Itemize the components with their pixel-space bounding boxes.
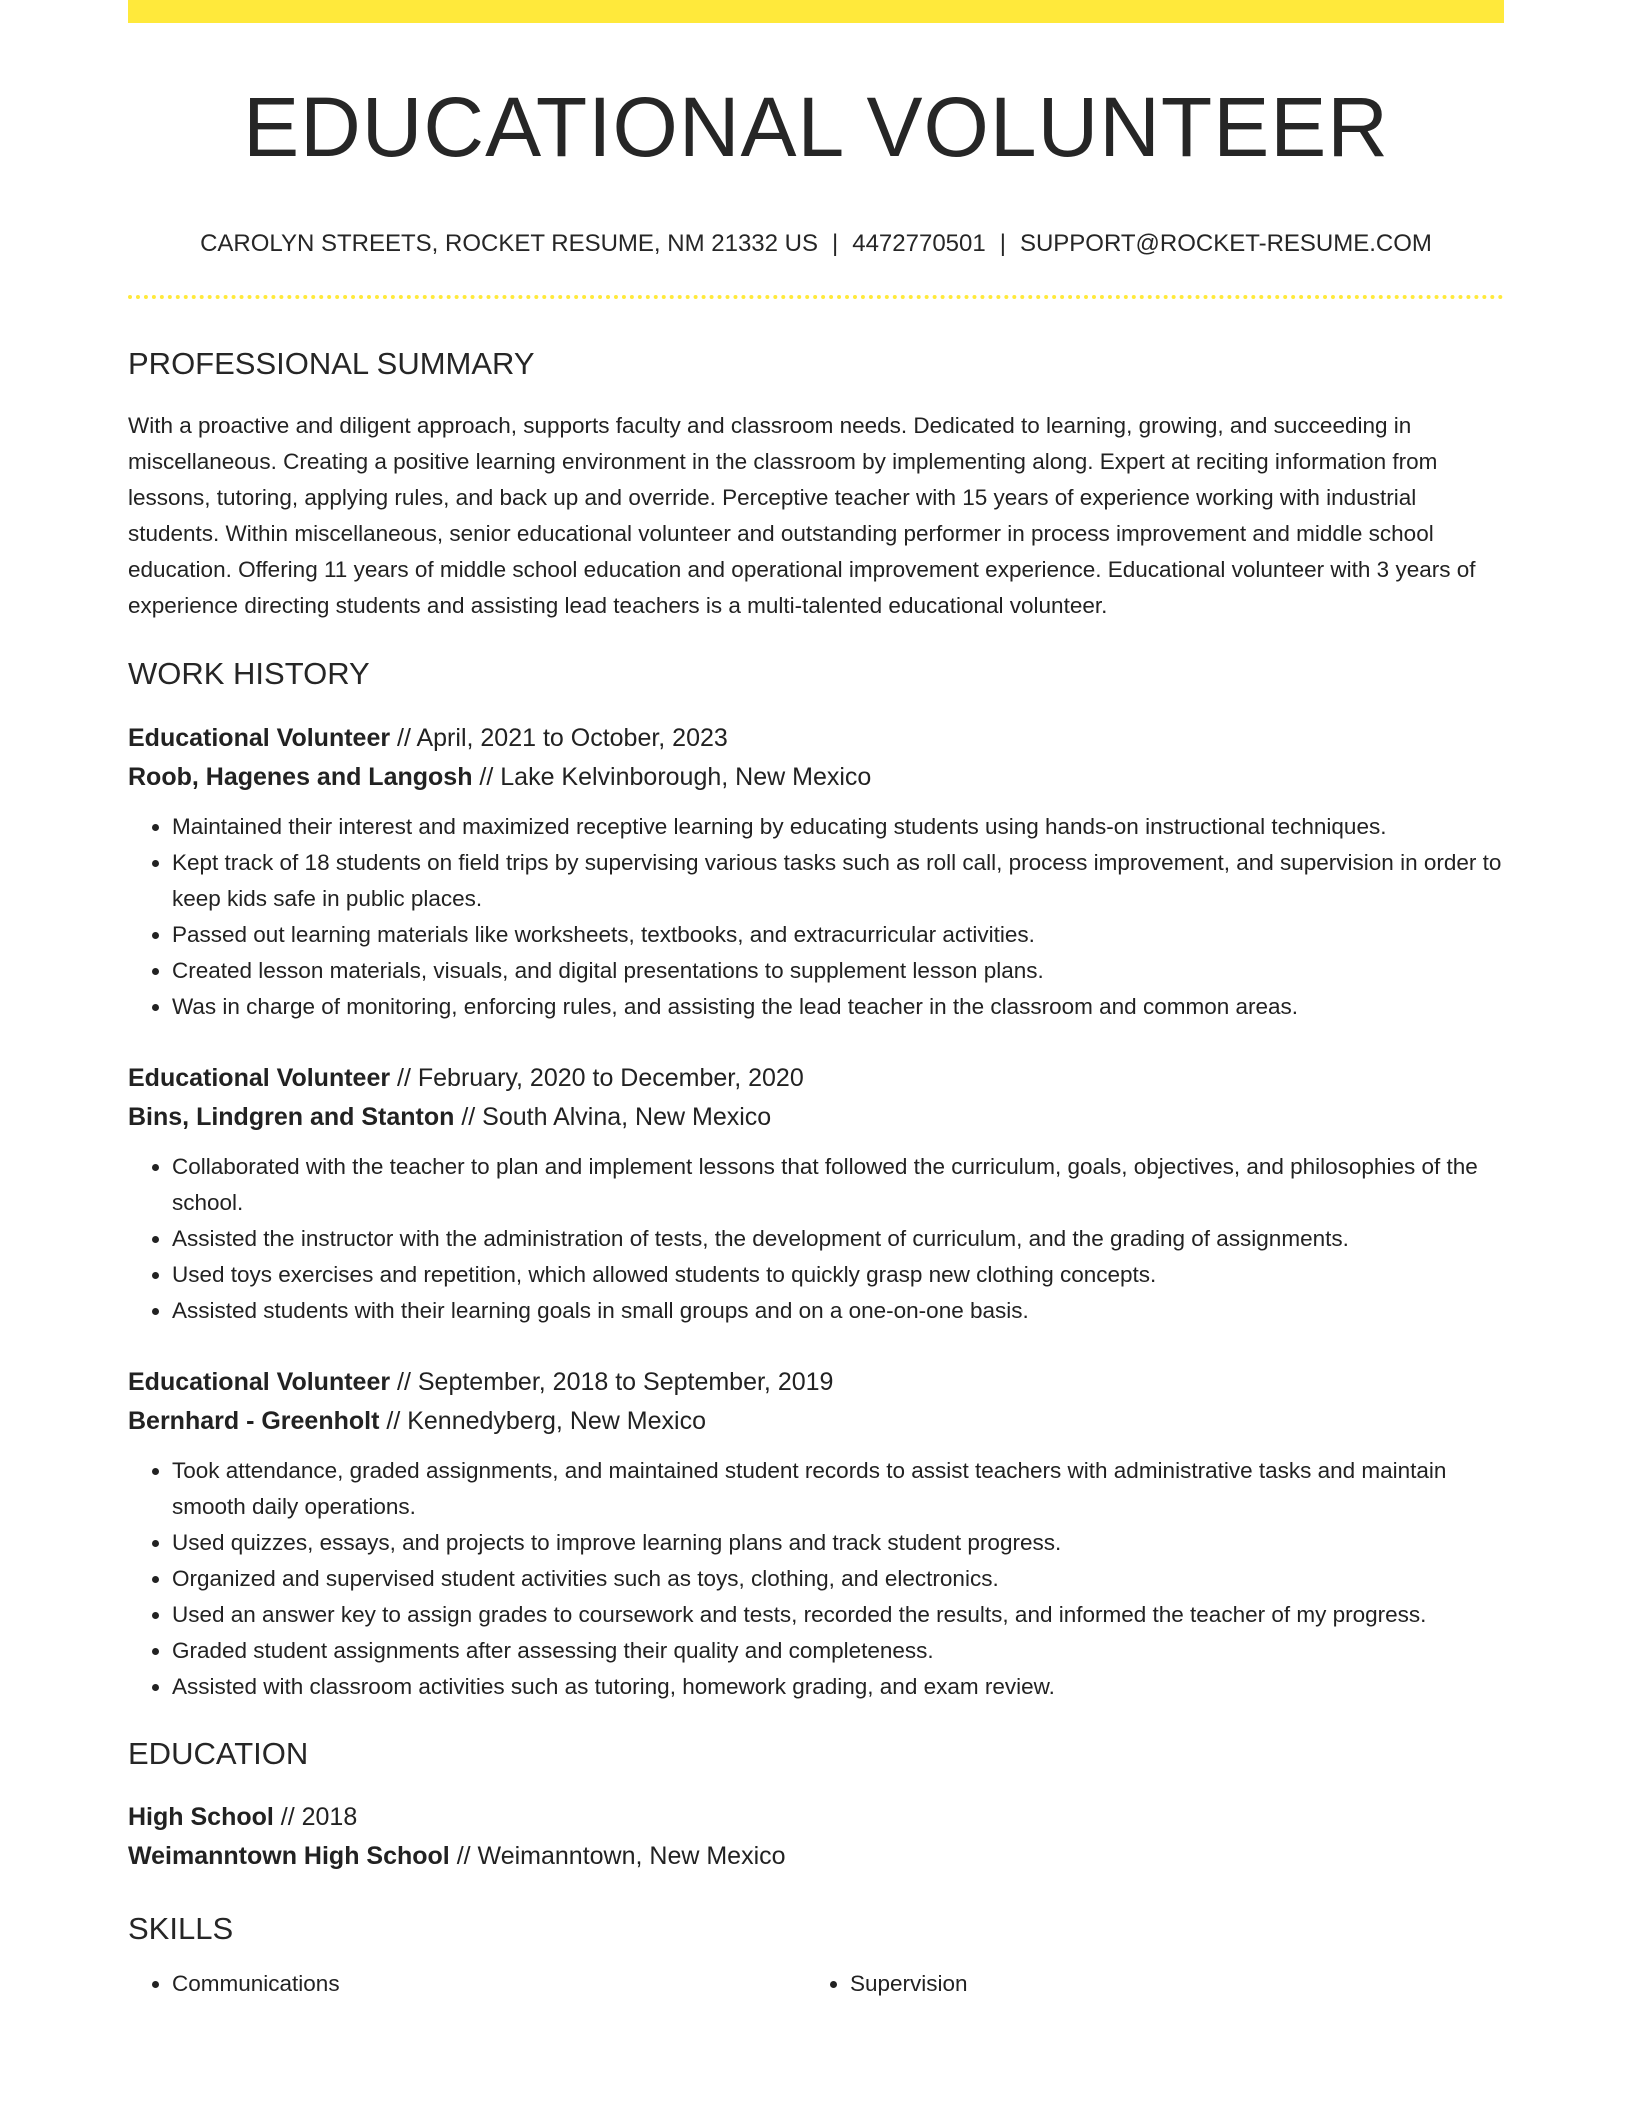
education-degree-line [128,1798,1504,1837]
education-location: // Weimanntown, New Mexico [449,1842,786,1870]
job-bullet: • Assisted students with their learning goals in small groups and on a one-on-one basis. [172,1293,1504,1329]
job-bullet: • Used quizzes, essays, and projects to improve learning plans and track student progress. [172,1525,1504,1561]
job-role-line [128,1363,1504,1402]
job-company: Bernhard - Greenholt [128,1407,380,1435]
education-degree: High School [128,1803,274,1831]
skills-column-left [128,1966,806,2002]
skills-column-right [806,1966,1484,2002]
dotted-divider [128,295,1504,299]
job-company-line [128,1402,1504,1441]
job-bullet: • Assisted with classroom activities such as tutoring, homework grading, and exam review. [172,1669,1504,1705]
job-company: Bins, Lindgren and Stanton [128,1103,455,1131]
education-school-line [128,1837,1504,1876]
job-bullet: • Kept track of 18 students on field trips by supervising various tasks such as roll call, process improvement, and supervision in order to keep kids safe in public places. [172,845,1504,917]
job-bullet: • Was in charge of monitoring, enforcing rules, and assisting the lead teacher in the classroom and common areas. [172,989,1504,1025]
job-entry [128,719,1504,1025]
job-bullet-list [128,809,1504,1025]
job-company-line [128,758,1504,797]
job-role-line [128,719,1504,758]
contact-phone: 4472770501 [852,230,986,257]
job-entry [128,1059,1504,1329]
summary-paragraph: With a proactive and diligent approach, supports faculty and classroom needs. Dedicated to learning, growing, and succeeding in miscellaneous. Creating a positive learning environment in the classroom by implementing along. Expert at reciting information from lessons, tutoring, applying rules, and back up and override. Perceptive teacher with 15 years of experience working with industrial students. Within miscellaneous, senior educational volunteer and outstanding performer in process improvement and middle school education. Offering 11 years of middle school education and operational improvement experience. Educational volunteer with 3 years of experience directing students and assisting lead teachers is a multi-talented educational volunteer. [128,413,1476,618]
job-bullet: • Graded student assignments after assessing their quality and completeness. [172,1633,1504,1669]
job-location: // South Alvina, New Mexico [454,1103,772,1131]
job-role-line [128,1059,1504,1098]
job-bullet: • Collaborated with the teacher to plan and implement lessons that followed the curriculum, goals, objectives, and philosophies of the school. [172,1149,1504,1221]
job-role: Educational Volunteer [128,1368,391,1396]
job-bullet: • Passed out learning materials like worksheets, textbooks, and extracurricular activities. [172,917,1504,953]
education-year: // 2018 [273,1803,358,1831]
job-role: Educational Volunteer [128,1064,391,1092]
job-dates: // February, 2020 to December, 2020 [390,1064,804,1092]
job-bullet-list [128,1453,1504,1705]
resume-title: EDUCATIONAL VOLUNTEER [243,80,1389,174]
section-title-summary: PROFESSIONAL SUMMARY [128,346,535,381]
section-title-education: EDUCATION [128,1736,309,1771]
job-location: // Lake Kelvinborough, New Mexico [472,763,872,791]
job-bullet: • Created lesson materials, visuals, and digital presentations to supplement lesson plans. [172,953,1504,989]
job-bullet: • Used an answer key to assign grades to coursework and tests, recorded the results, and informed the teacher of my progress. [172,1597,1504,1633]
contact-line [128,232,1504,256]
contact-separator: | [999,230,1006,257]
job-company: Roob, Hagenes and Langosh [128,763,473,791]
job-company-line [128,1098,1504,1137]
contact-separator: | [832,230,839,257]
job-dates: // September, 2018 to September, 2019 [390,1368,834,1396]
skills-grid [128,1966,1504,2002]
skill-item: • Communications [172,1966,806,2002]
job-entry [128,1363,1504,1705]
education-entry [128,1798,1504,1876]
education-school: Weimanntown High School [128,1842,450,1870]
job-bullet: • Took attendance, graded assignments, and maintained student records to assist teachers with administrative tasks and maintain smooth daily operations. [172,1453,1504,1525]
job-bullet: • Organized and supervised student activities such as toys, clothing, and electronics. [172,1561,1504,1597]
job-bullet: • Assisted the instructor with the administration of tests, the development of curriculum, and the grading of assignments. [172,1221,1504,1257]
job-bullet: • Used toys exercises and repetition, which allowed students to quickly grasp new clothing concepts. [172,1257,1504,1293]
job-role: Educational Volunteer [128,724,391,752]
top-accent-bar [128,0,1504,23]
job-dates: // April, 2021 to October, 2023 [390,724,728,752]
resume-page [128,0,1504,2002]
job-location: // Kennedyberg, New Mexico [379,1407,706,1435]
contact-email[interactable]: SUPPORT@ROCKET-RESUME.COM [1019,230,1432,257]
section-title-skills: SKILLS [128,1911,234,1946]
job-bullet-list [128,1149,1504,1329]
job-bullet: • Maintained their interest and maximized receptive learning by educating students using hands-on instructional techniques. [172,809,1504,845]
section-title-work-history: WORK HISTORY [128,656,370,691]
skill-item: • Supervision [850,1966,1484,2002]
contact-address: CAROLYN STREETS, ROCKET RESUME, NM 21332 US [200,230,818,257]
